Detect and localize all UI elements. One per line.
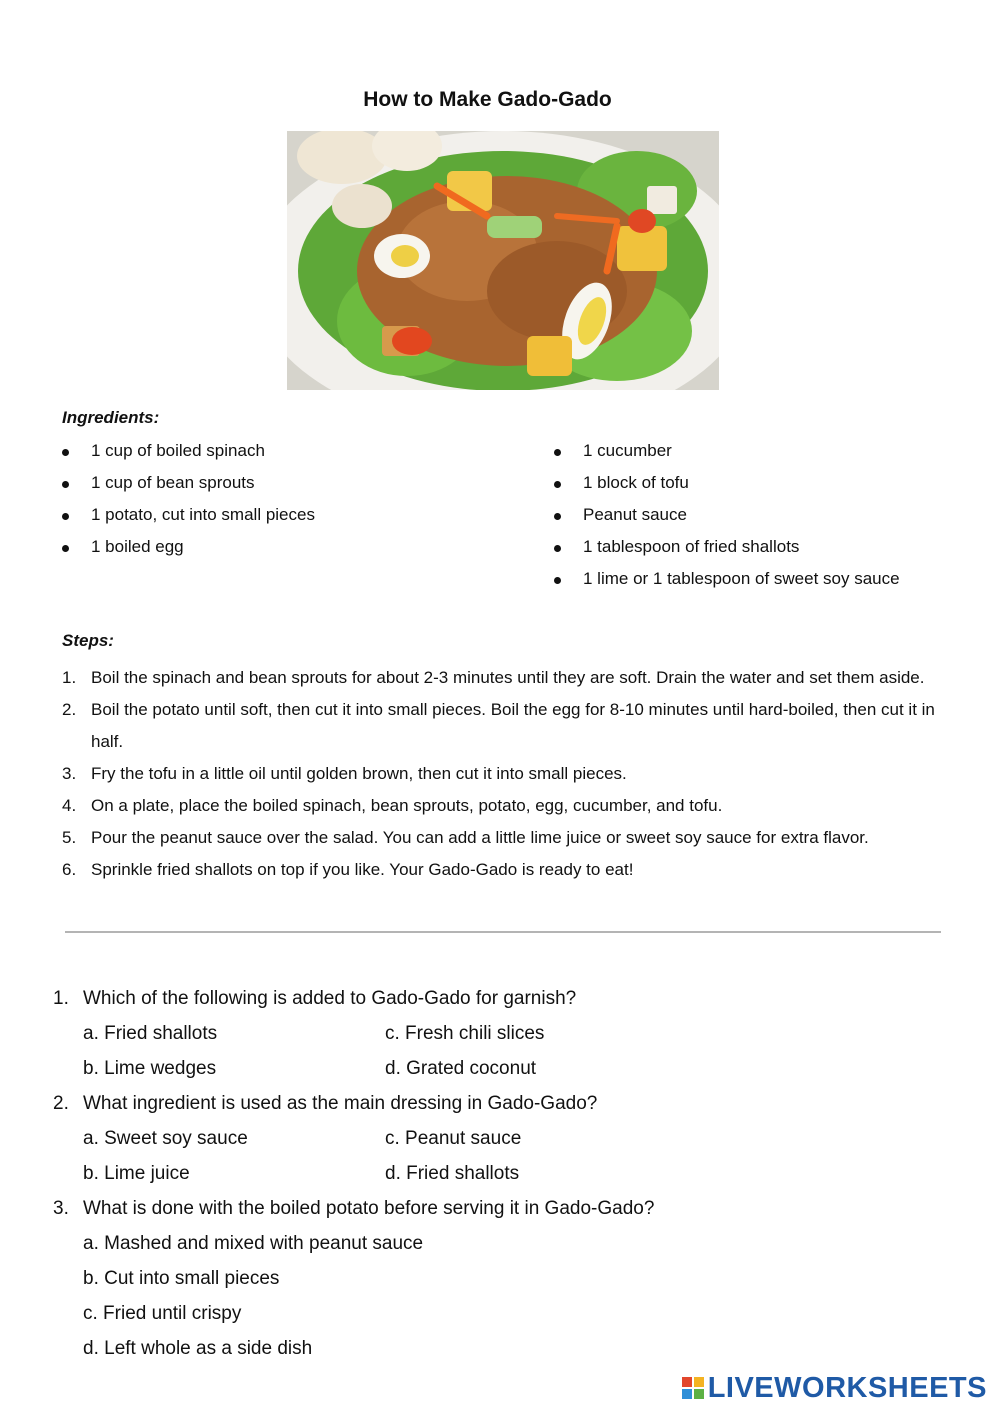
option-d[interactable]: d. Left whole as a side dish	[83, 1338, 313, 1359]
quiz	[53, 984, 654, 1369]
option-a[interactable]: a. Fried shallots	[83, 1023, 218, 1044]
divider	[65, 931, 941, 933]
step-text: On a plate, place the boiled spinach, bean sprouts, potato, egg, cucumber, and tofu.	[91, 796, 723, 815]
salad-illustration	[287, 131, 719, 390]
question-1: 1. Which of the following is added to Gado-Gado for garnish?	[53, 988, 577, 1009]
step-text: Fry the tofu in a little oil until golden brown, then cut it into small pieces.	[91, 764, 627, 783]
list-item: 1 block of tofu	[554, 471, 900, 503]
list-item: 1 cup of bean sprouts	[62, 471, 315, 503]
ingredients-list-left	[62, 439, 315, 567]
option-a[interactable]: a. Mashed and mixed with peanut sauce	[83, 1233, 424, 1254]
option-b[interactable]: b. Lime wedges	[83, 1058, 217, 1079]
option-c[interactable]: c. Fried until crispy	[83, 1303, 242, 1324]
list-item: 1 potato, cut into small pieces	[62, 503, 315, 535]
list-item: 1 cucumber	[554, 439, 900, 471]
step-item: 2. Boil the potato until soft, then cut it into small pieces. Boil the egg for 8-10 minutes until hard-boiled, then cut it in half.	[62, 700, 935, 751]
option-b[interactable]: b. Cut into small pieces	[83, 1268, 280, 1289]
step-text: Boil the potato until soft, then cut it into small pieces. Boil the egg for 8-10 minutes until hard-boiled, then cut it in half.	[91, 700, 935, 751]
option-c[interactable]: c. Peanut sauce	[385, 1128, 522, 1149]
step-text: Pour the peanut sauce over the salad. You can add a little lime juice or sweet soy sauce for extra flavor.	[91, 828, 869, 847]
liveworksheets-logo	[682, 1371, 987, 1405]
question-text: What is done with the boiled potato before serving it in Gado-Gado?	[83, 1198, 655, 1219]
page-title: How to Make Gado-Gado	[363, 88, 612, 111]
step-item: 3. Fry the tofu in a little oil until golden brown, then cut it into small pieces.	[62, 764, 627, 783]
question-text: What ingredient is used as the main dressing in Gado-Gado?	[83, 1093, 598, 1114]
question-3: 3. What is done with the boiled potato before serving it in Gado-Gado?	[53, 1198, 655, 1219]
list-item: 1 tablespoon of fried shallots	[554, 535, 900, 567]
steps-label: Steps:	[62, 631, 114, 650]
option-d[interactable]: d. Grated coconut	[385, 1058, 537, 1079]
option-a[interactable]: a. Sweet soy sauce	[83, 1128, 248, 1149]
option-c[interactable]: c. Fresh chili slices	[385, 1023, 545, 1044]
list-item: Peanut sauce	[554, 503, 900, 535]
steps-list	[62, 662, 952, 886]
option-d[interactable]: d. Fried shallots	[385, 1163, 520, 1184]
step-item: 4. On a plate, place the boiled spinach, bean sprouts, potato, egg, cucumber, and tofu.	[62, 796, 723, 815]
step-item: 6. Sprinkle fried shallots on top if you like. Your Gado-Gado is ready to eat!	[62, 860, 634, 879]
list-item: 1 lime or 1 tablespoon of sweet soy sauce	[554, 567, 900, 599]
step-item: 5. Pour the peanut sauce over the salad. You can add a little lime juice or sweet soy sauce for extra flavor.	[62, 828, 869, 847]
logo-icon	[682, 1377, 704, 1399]
step-text: Sprinkle fried shallots on top if you like. Your Gado-Gado is ready to eat!	[91, 860, 634, 879]
step-item: 1. Boil the spinach and bean sprouts for about 2-3 minutes until they are soft. Drain the water and set them aside.	[62, 668, 925, 687]
question-2: 2. What ingredient is used as the main dressing in Gado-Gado?	[53, 1093, 598, 1114]
logo-text: LIVEWORKSHEETS	[707, 1371, 987, 1404]
step-text: Boil the spinach and bean sprouts for about 2-3 minutes until they are soft. Drain the water and set them aside.	[91, 668, 925, 687]
list-item: 1 boiled egg	[62, 535, 315, 567]
list-item: 1 cup of boiled spinach	[62, 439, 315, 471]
question-text: Which of the following is added to Gado-Gado for garnish?	[83, 988, 577, 1009]
ingredients-label: Ingredients:	[62, 408, 160, 427]
ingredients-list-right	[554, 439, 900, 599]
option-b[interactable]: b. Lime juice	[83, 1163, 190, 1184]
gado-gado-photo	[287, 131, 719, 390]
